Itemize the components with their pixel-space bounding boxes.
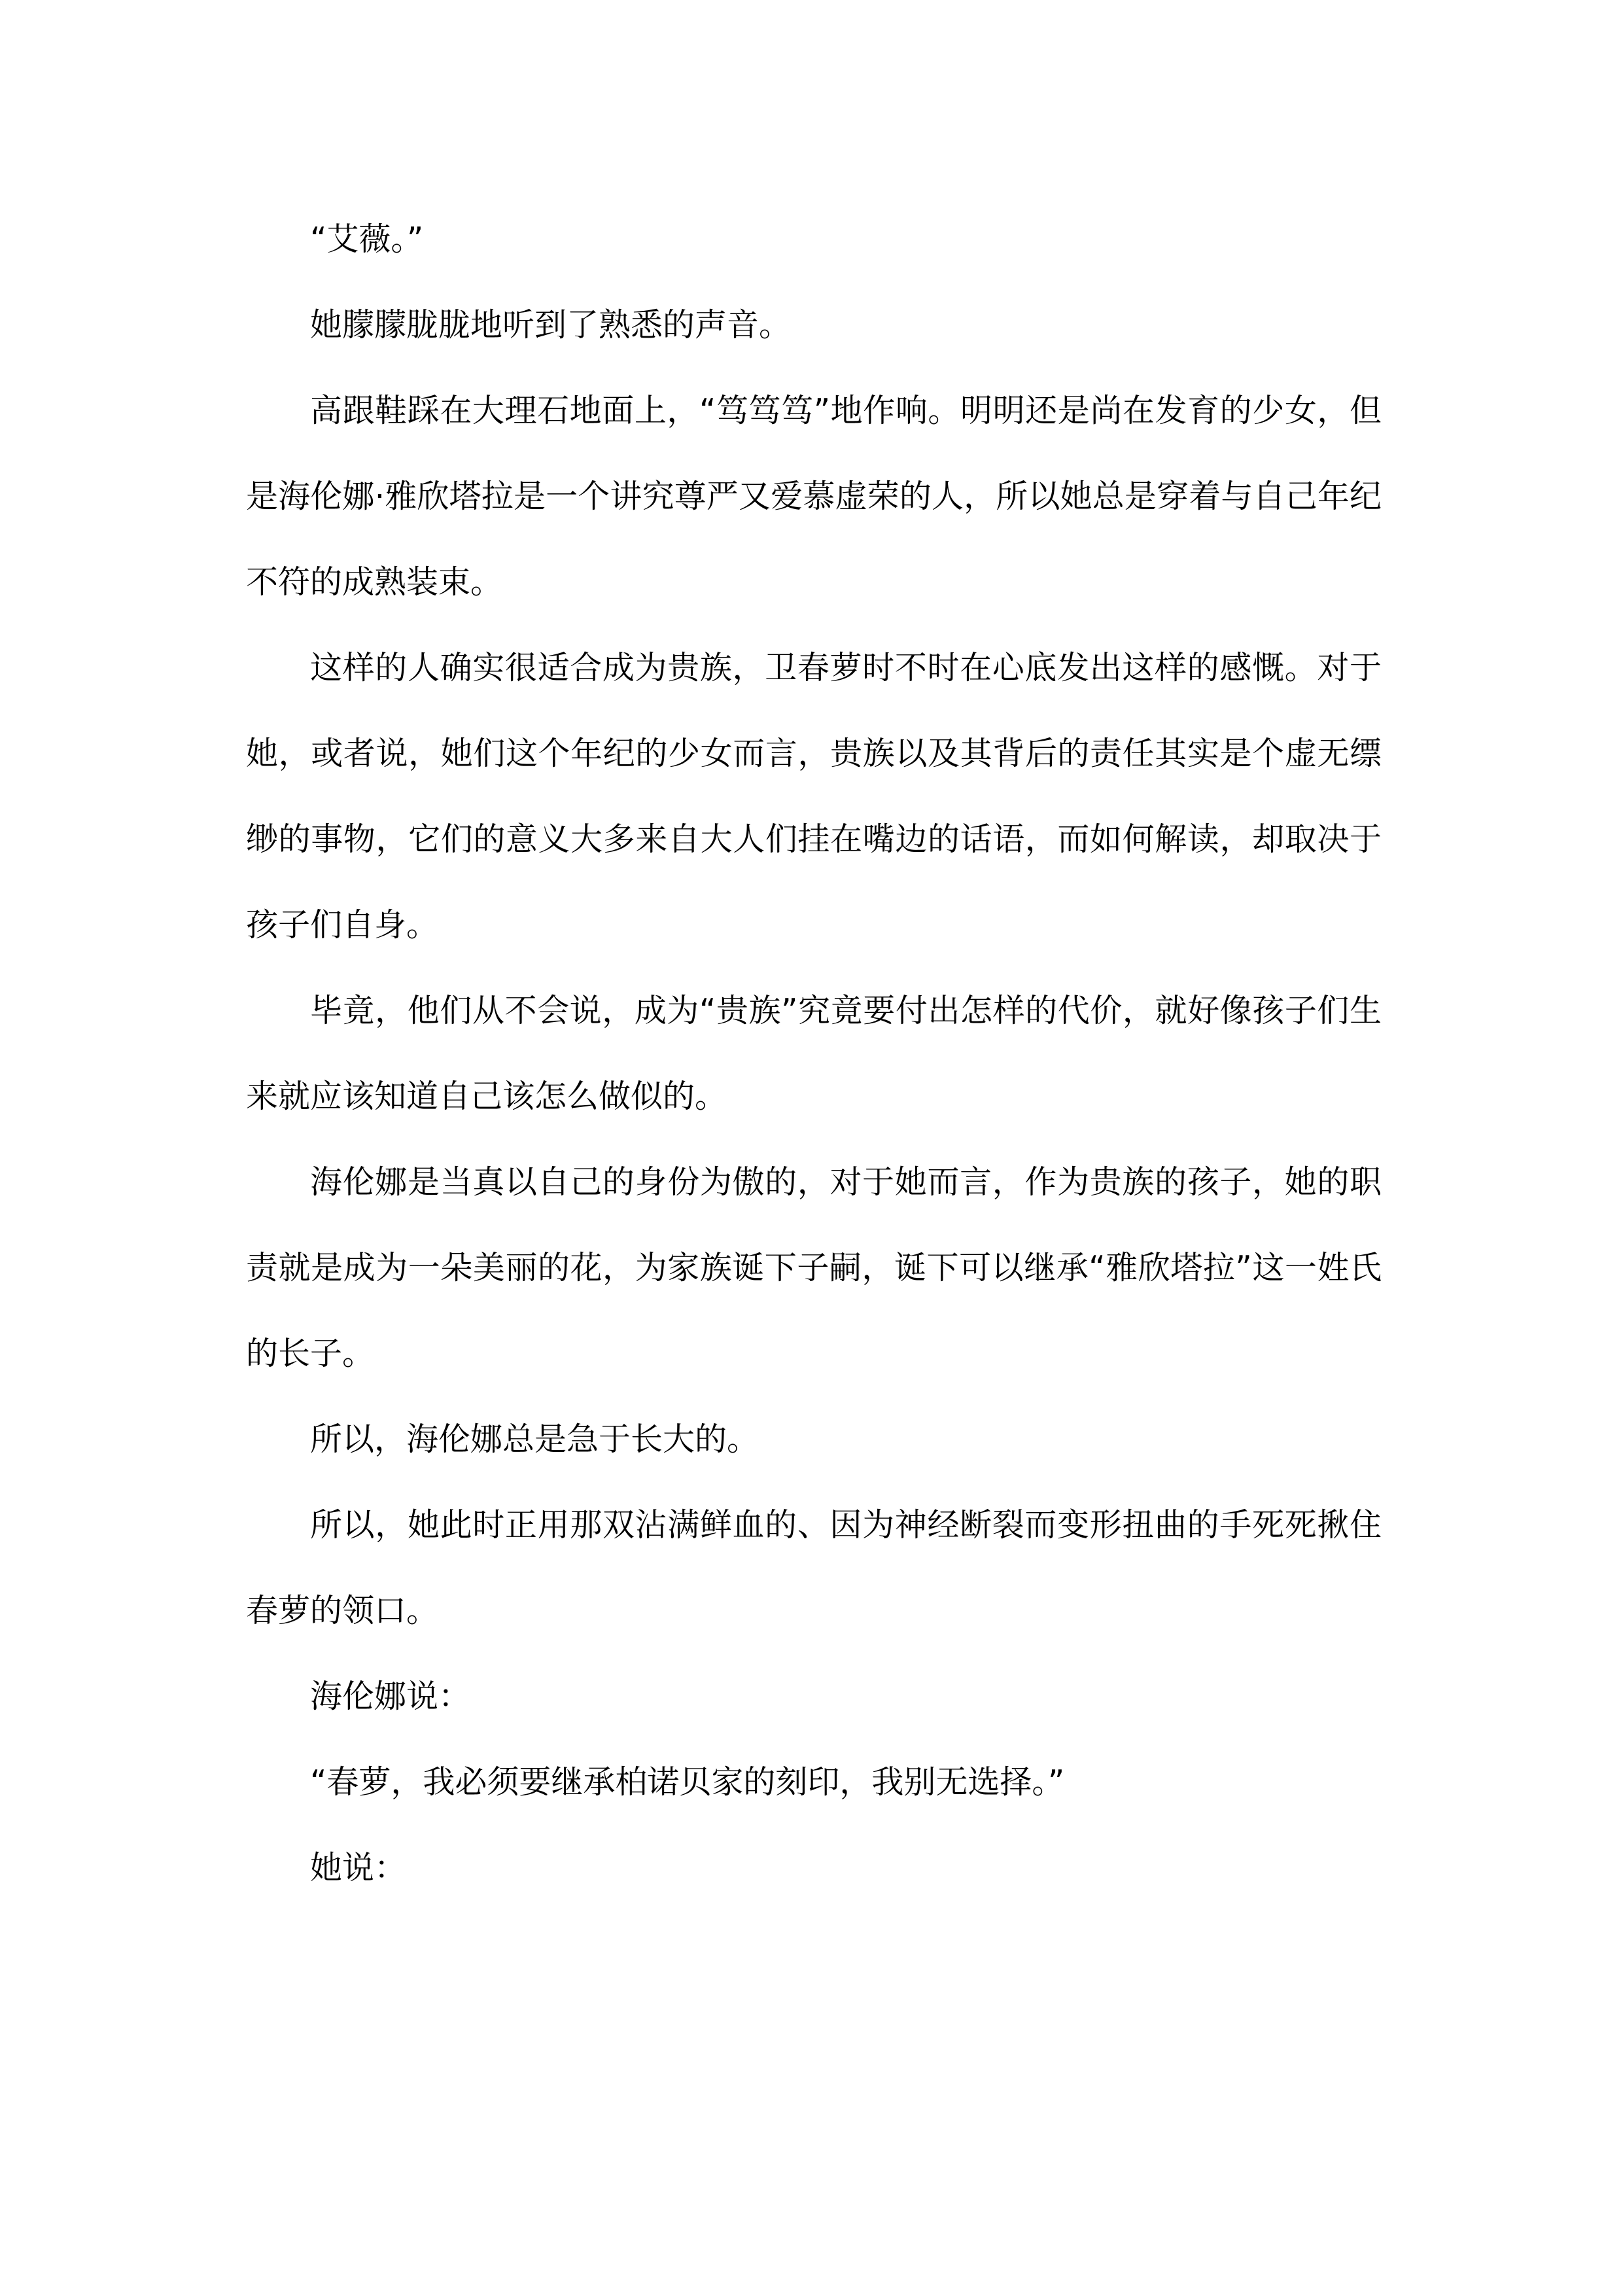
paragraph: 这样的人确实很适合成为贵族，卫春萝时不时在心底发出这样的感慨。对于她，或者说，她们这个年纪的少女而言，贵族以及其背后的责任其实是个虚无缥缈的事物，它们的意义大多来自大人们挂在嘴边的话语，而如何解读，却取决于孩子们自身。	[246, 649, 1382, 944]
paragraph: 她说：	[310, 1849, 407, 1886]
paragraph: 所以，海伦娜总是急于长大的。	[310, 1421, 759, 1458]
paragraph: 毕竟，他们从不会说，成为“贵族”究竟要付出怎样的代价，就好像孩子们生来就应该知道自己该怎么做似的。	[246, 992, 1382, 1115]
paragraph: 她朦朦胧胧地听到了熟悉的声音。	[310, 306, 792, 344]
document-body	[246, 196, 1382, 1911]
paragraph: 海伦娜是当真以自己的身份为傲的，对于她而言，作为贵族的孩子，她的职责就是成为一朵美丽的花，为家族诞下子嗣，诞下可以继承“雅欣塔拉”这一姓氏的长子。	[246, 1163, 1382, 1372]
paragraph: 海伦娜说：	[310, 1678, 471, 1715]
paragraph: 所以，她此时正用那双沾满鲜血的、因为神经断裂而变形扭曲的手死死揪住春萝的领口。	[246, 1506, 1382, 1629]
paragraph: “春萝，我必须要继承柏诺贝家的刻印，我别无选择。”	[310, 1763, 1065, 1801]
paragraph: 高跟鞋踩在大理石地面上，“笃笃笃”地作响。明明还是尚在发育的少女，但是海伦娜·雅欣塔拉是一个讲究尊严又爱慕虚荣的人，所以她总是穿着与自己年纪不符的成熟装束。	[246, 392, 1382, 601]
paragraph: “艾薇。”	[310, 221, 424, 258]
